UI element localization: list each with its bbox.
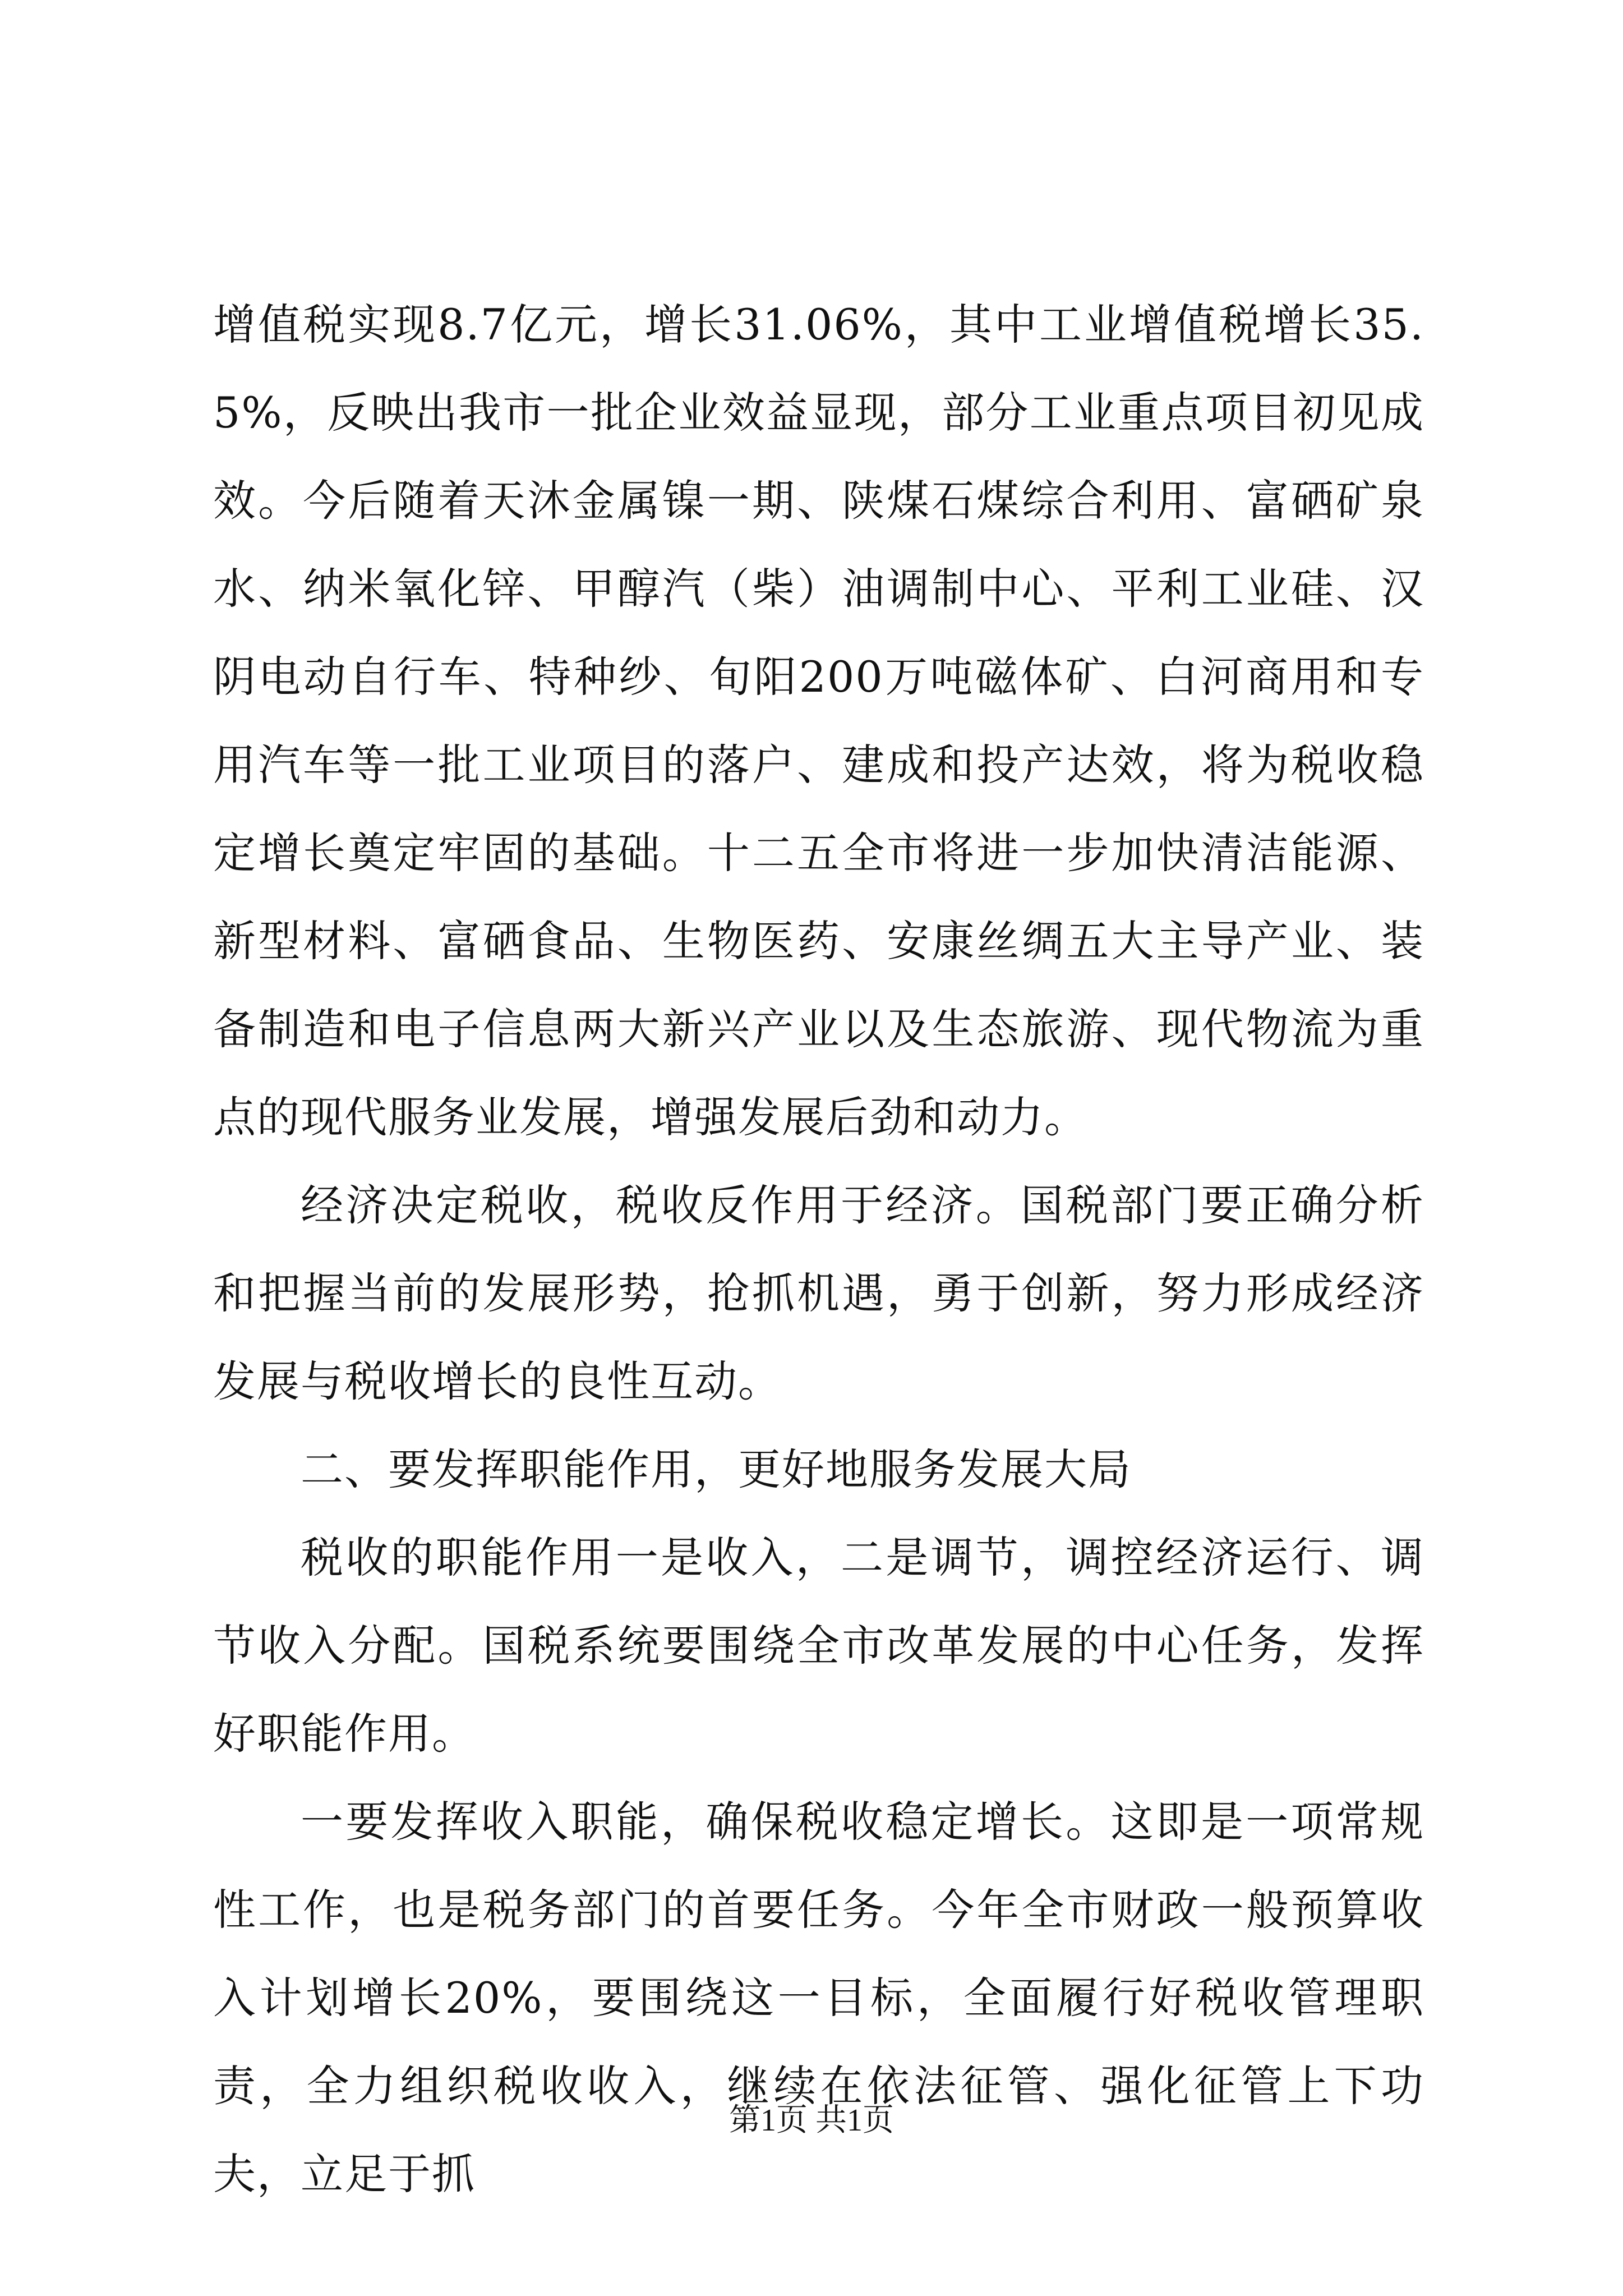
paragraph-tax-revenue-growth: 增值税实现8.7亿元，增长31.06%，其中工业增值税增长35.5%，反映出我市一批企业效益显现，部分工业重点项目初见成效。今后随着天沐金属镍一期、陕煤石煤综合利用、富硒矿泉水、纳米氧化锌、甲醇汽（柴）油调制中心、平利工业硅、汉阴电动自行车、特种纱、旬阳200万吨磁体矿、白河商用和专用汽车等一批工业项目的落户、建成和投产达效，将为税收稳定增长奠定牢固的基础。十二五全市将进一步加快清洁能源、新型材料、富硒食品、生物医药、安康丝绸五大主导产业、装备制造和电子信息两大新兴产业以及生态旅游、现代物流为重点的现代服务业发展，增强发展后劲和动力。	[213, 300, 1424, 1142]
paragraph-economy-determines-tax: 经济决定税收，税收反作用于经济。国税部门要正确分析和把握当前的发展形势，抢抓机遇，勇于创新，努力形成经济发展与税收增长的良性互动。	[213, 1180, 1424, 1406]
document-body	[213, 280, 1424, 2218]
paragraph-tax-functions: 税收的职能作用一是收入，二是调节，调控经济运行、调节收入分配。国税系统要围绕全市改革发展的中心任务，发挥好职能作用。	[213, 1533, 1424, 1759]
paragraph-revenue-function: 一要发挥收入职能，确保税收稳定增长。这即是一项常规性工作，也是税务部门的首要任务。今年全市财政一般预算收入计划增长20%，要围绕这一目标，全面履行好税收管理职责，全力组织税收收入，继续在依法征管、强化征管上下功夫，立足于抓	[213, 1797, 1424, 2199]
section-heading-functions: 二、要发挥职能作用，更好地服务发展大局	[301, 1444, 1132, 1494]
page-footer: 第1页 共1页	[729, 2103, 894, 2138]
